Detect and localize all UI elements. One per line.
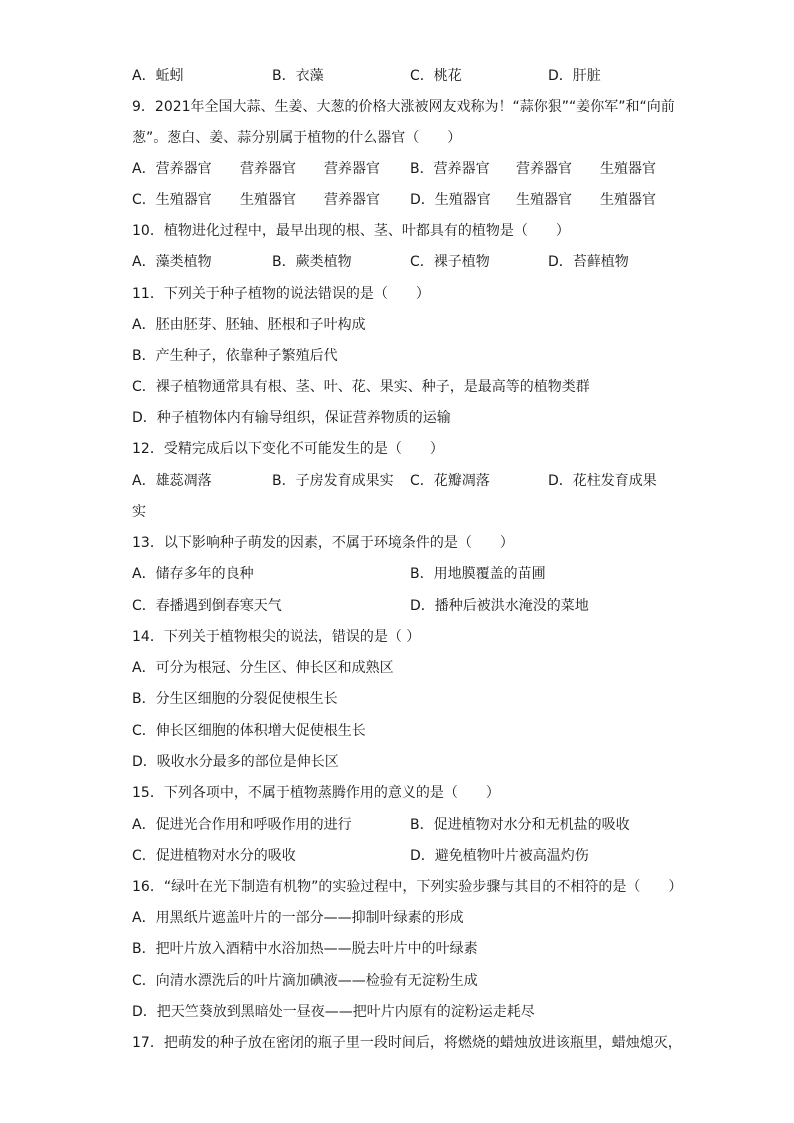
q16-option-c: C．向清水漂洗后的叶片滴加碘液——检验有无淀粉生成 — [132, 973, 478, 989]
q14-option-b: B．分生区细胞的分裂促使根生长 — [132, 691, 338, 707]
option-a: A．营养器官 — [132, 161, 212, 177]
q14-option-c: C．伸长区细胞的体积增大促使根生长 — [132, 723, 366, 739]
q11-option-a: A．胚由胚芽、胚轴、胚根和子叶构成 — [132, 317, 366, 333]
option-b: B．衣藻 — [272, 68, 324, 84]
option-d-part: 生殖器官 — [516, 192, 572, 208]
option-b-part: 营养器官 — [516, 161, 572, 177]
q12-options — [132, 470, 690, 492]
q17-stem: 17．把萌发的种子放在密闭的瓶子里一段时间后，将燃烧的蜡烛放进该瓶里，蜡烛熄灭， — [132, 1035, 682, 1051]
option-d: D．播种后被洪水淹没的菜地 — [410, 598, 589, 614]
option-d-part: 生殖器官 — [600, 192, 656, 208]
q10-stem: 10．植物进化过程中，最早出现的根、茎、叶都具有的植物是（ ） — [132, 223, 570, 239]
q13-options-row2 — [132, 595, 690, 617]
option-b-part: 生殖器官 — [600, 161, 656, 177]
option-c: C．生殖器官 — [132, 192, 212, 208]
option-a: A．储存多年的良种 — [132, 566, 254, 582]
option-b: B．促进植物对水分和无机盐的吸收 — [410, 817, 630, 833]
option-a-part: 营养器官 — [240, 161, 296, 177]
q12-stem: 12．受精完成后以下变化不可能发生的是（ ） — [132, 441, 444, 457]
option-c-part: 生殖器官 — [240, 192, 296, 208]
q13-options-row1 — [132, 563, 690, 585]
option-a: A．蚯蚓 — [132, 68, 184, 84]
option-a-part: 营养器官 — [324, 161, 380, 177]
q9-options-row2 — [132, 189, 690, 211]
option-d: D．肝脏 — [548, 68, 601, 84]
q15-options-row1 — [132, 814, 690, 836]
q11-option-c: C．裸子植物通常具有根、茎、叶、花、果实、种子，是最高等的植物类群 — [132, 379, 590, 395]
option-c: C．桃花 — [410, 68, 462, 84]
q16-option-a: A．用黑纸片遮盖叶片的一部分——抑制叶绿素的形成 — [132, 910, 464, 926]
q9-stem-line2: 葱”。葱白、姜、蒜分别属于植物的什么器官（ ） — [132, 130, 462, 146]
q15-options-row2 — [132, 845, 690, 867]
option-d: D．生殖器官 — [410, 192, 491, 208]
option-a: A．雄蕊凋落 — [132, 473, 212, 489]
q9-stem-line1: 9．2021年全国大蒜、生姜、大葱的价格大涨被网友戏称为！“蒜你狠”“姜你军”和“向前 — [132, 99, 675, 115]
option-d: D．苔藓植物 — [548, 254, 629, 270]
option-d: D．避免植物叶片被高温灼伤 — [410, 848, 589, 864]
option-b: B．营养器官 — [410, 161, 490, 177]
q14-option-d: D．吸收水分最多的部位是伸长区 — [132, 754, 339, 770]
option-b: B．蕨类植物 — [272, 254, 352, 270]
q11-option-d: D．种子植物体内有输导组织，保证营养物质的运输 — [132, 410, 451, 426]
option-a: A．促进光合作用和呼吸作用的进行 — [132, 817, 352, 833]
option-c-part: 营养器官 — [324, 192, 380, 208]
option-c: C．裸子植物 — [410, 254, 490, 270]
option-d: D．花柱发育成果 — [548, 473, 657, 489]
option-b: B．用地膜覆盖的苗圃 — [410, 566, 546, 582]
q12-option-d-wrap: 实 — [132, 504, 146, 520]
q16-stem: 16．“绿叶在光下制造有机物”的实验过程中，下列实验步骤与其目的不相符的是（ ） — [132, 879, 683, 895]
q16-option-b: B．把叶片放入酒精中水浴加热——脱去叶片中的叶绿素 — [132, 941, 478, 957]
option-c: C．春播遇到倒春寒天气 — [132, 598, 282, 614]
q14-stem: 14．下列关于植物根尖的说法，错误的是（ ） — [132, 629, 421, 645]
q14-option-a: A．可分为根冠、分生区、伸长区和成熟区 — [132, 660, 394, 676]
q11-option-b: B．产生种子，依靠种子繁殖后代 — [132, 348, 338, 364]
q8-options — [132, 65, 690, 87]
q11-stem: 11．下列关于种子植物的说法错误的是（ ） — [132, 286, 430, 302]
option-c: C．促进植物对水分的吸收 — [132, 848, 296, 864]
q15-stem: 15．下列各项中，不属于植物蒸腾作用的意义的是（ ） — [132, 785, 500, 801]
q16-option-d: D．把天竺葵放到黑暗处一昼夜——把叶片内原有的淀粉运走耗尽 — [132, 1004, 535, 1020]
q13-stem: 13．以下影响种子萌发的因素，不属于环境条件的是（ ） — [132, 535, 514, 551]
option-c: C．花瓣凋落 — [410, 473, 490, 489]
option-a: A．藻类植物 — [132, 254, 212, 270]
option-b: B．子房发育成果实 — [272, 473, 394, 489]
q10-options — [132, 251, 690, 273]
q9-options-row1 — [132, 158, 690, 180]
